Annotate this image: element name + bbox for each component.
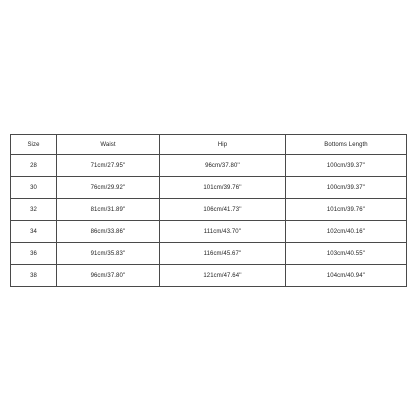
cell-size: 38 [11, 265, 57, 287]
size-chart-table [10, 134, 407, 287]
cell-waist: 91cm/35.83'' [57, 243, 160, 265]
cell-hip: 106cm/41.73'' [160, 199, 286, 221]
table-row [11, 155, 407, 177]
cell-waist: 76cm/29.92'' [57, 177, 160, 199]
header-waist: Waist [57, 135, 160, 155]
cell-hip: 121cm/47.64'' [160, 265, 286, 287]
cell-hip: 101cm/39.76'' [160, 177, 286, 199]
table-row [11, 199, 407, 221]
cell-size: 34 [11, 221, 57, 243]
cell-bottoms-length: 100cm/39.37'' [286, 155, 407, 177]
cell-waist: 96cm/37.80'' [57, 265, 160, 287]
table-row [11, 265, 407, 287]
cell-waist: 81cm/31.89'' [57, 199, 160, 221]
header-bottoms-length: Bottoms Length [286, 135, 407, 155]
cell-bottoms-length: 102cm/40.16'' [286, 221, 407, 243]
table-row [11, 177, 407, 199]
cell-hip: 111cm/43.70'' [160, 221, 286, 243]
header-size: Size [11, 135, 57, 155]
table-header-row [11, 135, 407, 155]
cell-waist: 86cm/33.86'' [57, 221, 160, 243]
cell-waist: 71cm/27.95'' [57, 155, 160, 177]
cell-size: 28 [11, 155, 57, 177]
cell-bottoms-length: 103cm/40.55'' [286, 243, 407, 265]
table-row [11, 221, 407, 243]
header-hip: Hip [160, 135, 286, 155]
cell-size: 36 [11, 243, 57, 265]
cell-hip: 116cm/45.67'' [160, 243, 286, 265]
cell-bottoms-length: 101cm/39.76'' [286, 199, 407, 221]
cell-bottoms-length: 104cm/40.94'' [286, 265, 407, 287]
table-row [11, 243, 407, 265]
cell-size: 30 [11, 177, 57, 199]
cell-hip: 96cm/37.80'' [160, 155, 286, 177]
cell-bottoms-length: 100cm/39.37'' [286, 177, 407, 199]
cell-size: 32 [11, 199, 57, 221]
